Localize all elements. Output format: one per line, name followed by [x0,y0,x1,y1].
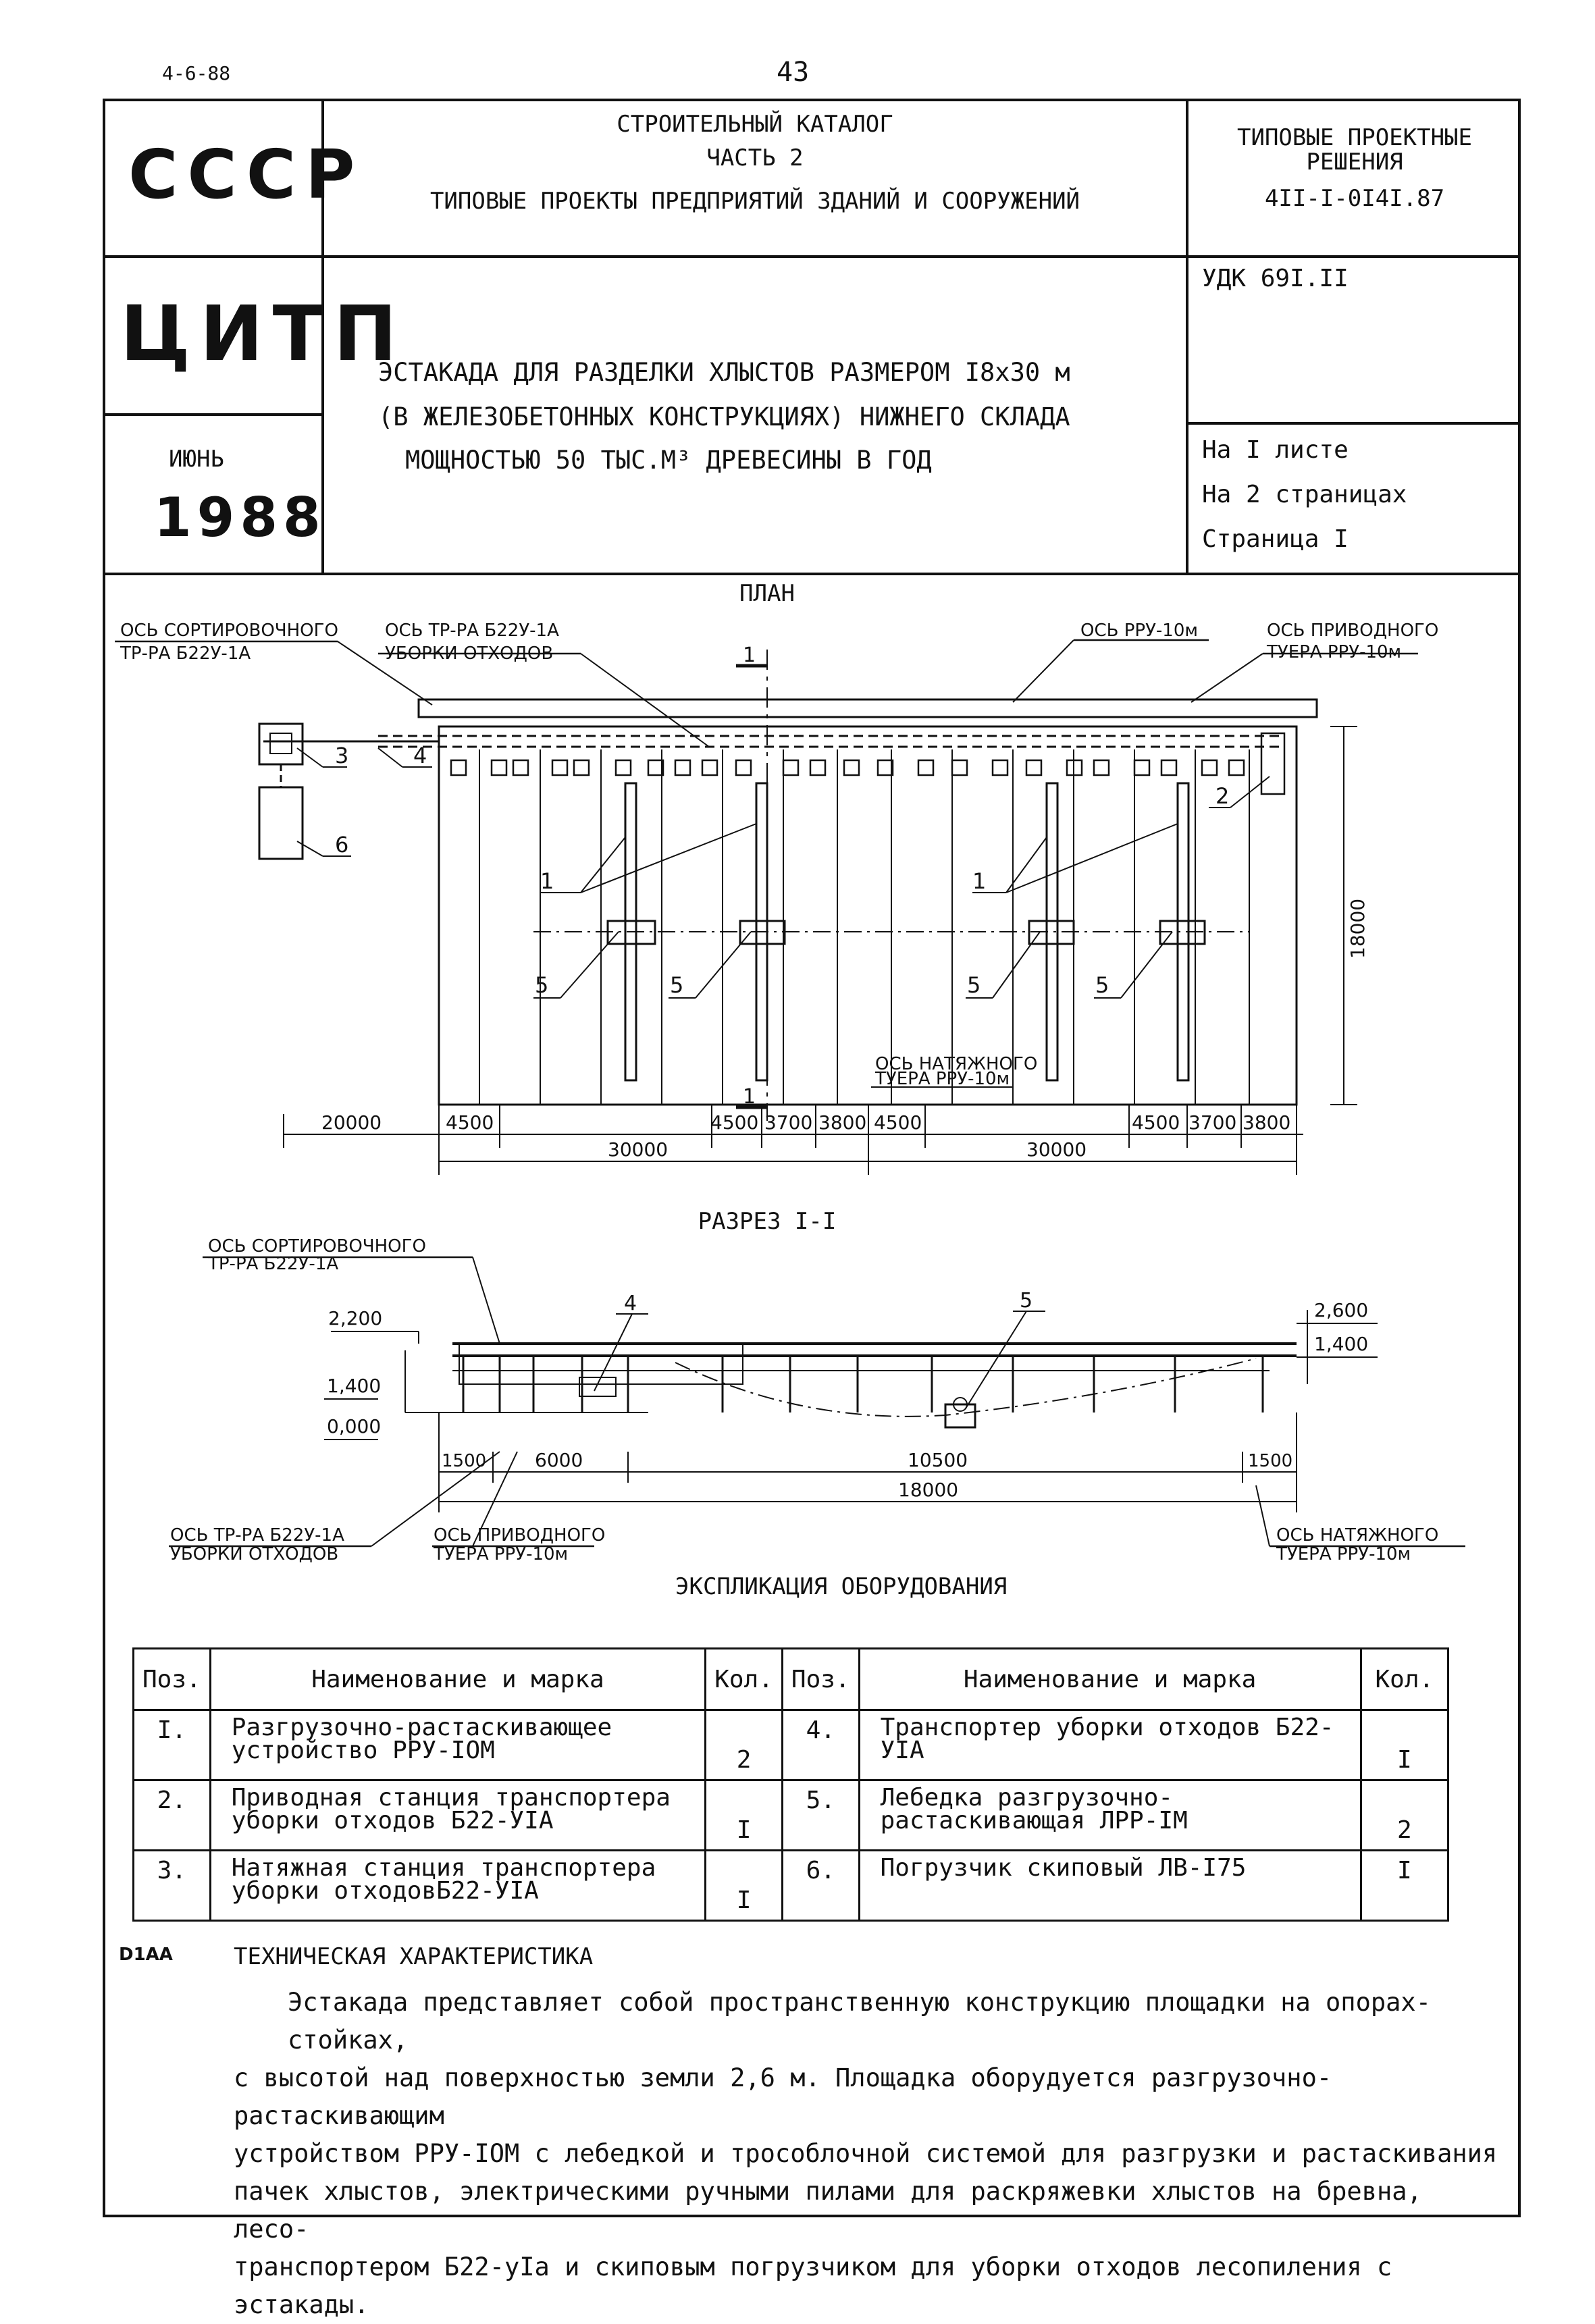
row-3-name-left: Натяжная станция транспортера уборки отходовБ22-УIА [210,1851,705,1921]
section-drive-label-1: ОСЬ ПРИВОДНОГО [434,1525,606,1546]
row-1-name-right: Транспортер уборки отходов Б22-УIА [859,1710,1361,1780]
plan-drive-axis-label-1: ОСЬ ПРИВОДНОГО [1267,620,1439,641]
section-drive-label-2: ТУЕРА РРУ-10м [434,1544,569,1564]
row-2-name-left: Приводная станция транспортера уборки отходов Б22-УIА [210,1780,705,1851]
typical-line-2: РЕШЕНИЯ [1306,149,1403,176]
catalog-line-1: СТРОИТЕЛЬНЫЙ КАТАЛОГ [617,111,893,138]
row-3-pos-right: 6. [782,1851,859,1921]
plan-dim-3: 4500 [710,1111,759,1134]
plan-drive-axis-label-2: ТУЕРА РРУ-10м [1267,642,1402,662]
plan-waste-axis-label-1: ОСЬ ТР-РА Б22У-1А [385,620,559,641]
sheet-count: На I листе [1202,436,1349,464]
section-dim-10500: 10500 [908,1449,968,1471]
section-level-2600: 2,600 [1314,1299,1369,1321]
row-1-qty-left: 2 [706,1710,783,1780]
section-dim-6000: 6000 [535,1449,583,1471]
section-tension-label-2: ТУЕРА РРУ-10м [1276,1544,1411,1564]
header-name-left: Наименование и марка [210,1649,705,1710]
plan-dim-2: 4500 [446,1111,494,1134]
plan-pos-6: 6 [335,832,349,857]
plan-pos-2: 2 [1215,783,1230,809]
header-name-right: Наименование и марка [859,1649,1361,1710]
section-sort-label-2: ТР-РА Б22У-1А [208,1254,339,1274]
section-pos-4: 4 [624,1292,637,1315]
table-row [134,1851,1448,1921]
row-2-pos-left: 2. [134,1780,211,1851]
typical-code: 4II-I-0I4I.87 [1264,185,1445,212]
section-dim-1500-b: 1500 [1248,1451,1293,1471]
header-pos-left: Поз. [134,1649,211,1710]
row-2-name-right: Лебедка разгрузочно-растаскивающая ЛРР-IМ [859,1780,1361,1851]
plan-tension-axis-label-1: ОСЬ НАТЯЖНОГО [875,1054,1038,1074]
equipment-table [132,1647,1449,1922]
plan-pos-1-right: 1 [972,868,987,894]
row-3-qty-left: I [706,1851,783,1921]
plan-section-mark-top: 1 [743,643,756,667]
section-waste-label-1: ОСЬ ТР-РА Б22У-1А [170,1525,344,1546]
plan-pos-5-b: 5 [670,972,684,998]
title-line-1: ЭСТАКАДА ДЛЯ РАЗДЕЛКИ ХЛЫСТОВ РАЗМЕРОМ I8х30 м [378,358,1070,387]
plan-dim-4: 3700 [764,1111,813,1134]
plan-tension-axis-label-2: ТУЕРА РРУ-10м [875,1069,1010,1089]
row-3-name-right: Погрузчик скиповый ЛВ-I75 [859,1851,1361,1921]
tech-description [234,1984,1503,2324]
tech-line-1: Эстакада представляет собой пространственную конструкцию площадки на опорах-стойках, [288,1988,1431,2055]
ussr-label: СССР [128,135,365,214]
table-header-row [134,1649,1448,1710]
row-3-pos-left: 3. [134,1851,211,1921]
plan-pos-5-d: 5 [1095,972,1109,998]
section-dim-1500-a: 1500 [442,1451,487,1471]
page-label: Страница I [1202,525,1349,553]
section-level-2200: 2,200 [328,1307,383,1329]
tech-code: D1AA [119,1945,173,1965]
plan-pos-1-left: 1 [540,868,554,894]
section-tension-label-1: ОСЬ НАТЯЖНОГО [1276,1525,1439,1546]
plan-dim-30000-b: 30000 [1026,1138,1087,1161]
page-code: 4-6-88 [162,62,231,84]
plan-loader [259,787,303,859]
explication-title: ЭКСПЛИКАЦИЯ ОБОРУДОВАНИЯ [675,1573,1008,1600]
row-1-qty-right: I [1361,1710,1448,1780]
header-qty-left: Кол. [706,1649,783,1710]
plan-drive-station [259,724,303,764]
row-2-qty-left: I [706,1780,783,1851]
tech-title: ТЕХНИЧЕСКАЯ ХАРАКТЕРИСТИКА [234,1943,594,1970]
tech-line-3: устройством РРУ-IОМ с лебедкой и трособлочной системой для разгрузки и растаскивания [234,2139,1498,2168]
section-waste-label-2: УБОРКИ ОТХОДОВ [170,1544,339,1564]
section-winch [945,1404,975,1427]
section-pos-5: 5 [1020,1289,1033,1313]
plan-dim-1: 20000 [321,1111,382,1134]
plan-rru-axis-label: ОСЬ РРУ-10м [1080,620,1199,641]
row-1-pos-left: I. [134,1710,211,1780]
tech-line-2: с высотой над поверхностью земли 2,6 м. Площадка оборудуется разгрузочно-растаскивающим [234,2063,1332,2130]
issue-month: ИЮНЬ [169,446,224,473]
title-line-2: (В ЖЕЛЕЗОБЕТОННЫХ КОНСТРУКЦИЯХ) НИЖНЕГО СКЛАДА [378,402,1070,431]
page-count: На 2 страницах [1202,481,1407,508]
plan-dim-30000-a: 30000 [608,1138,669,1161]
plan-dim-8: 3700 [1188,1111,1237,1134]
section-dim-18000: 18000 [898,1479,959,1501]
page-number: 43 [777,57,810,88]
plan-sort-axis-label-1: ОСЬ СОРТИРОВОЧНОГО [120,620,338,641]
plan-sort-conveyor [419,699,1317,717]
issue-year: 1988 [154,486,326,549]
header-pos-right: Поз. [782,1649,859,1710]
plan-pos-3: 3 [335,743,349,768]
row-1-name-left: Разгрузочно-растаскивающее устройство РРУ-IОМ [210,1710,705,1780]
plan-dim-9: 3800 [1243,1111,1291,1134]
plan-waste-axis-label-2: УБОРКИ ОТХОДОВ [385,643,554,664]
catalog-line-3: ТИПОВЫЕ ПРОЕКТЫ ПРЕДПРИЯТИЙ ЗДАНИЙ И СООРУЖЕНИЙ [429,188,1080,215]
table-row [134,1710,1448,1780]
section-level-1400-right: 1,400 [1314,1333,1369,1355]
section-sort-label-1: ОСЬ СОРТИРОВОЧНОГО [208,1236,426,1257]
title-line-3: МОЩНОСТЬЮ 50 ТЫС.М³ ДРЕВЕСИНЫ В ГОД [405,446,932,475]
row-1-pos-right: 4. [782,1710,859,1780]
header-qty-right: Кол. [1361,1649,1448,1710]
plan-dim-6: 4500 [874,1111,922,1134]
udk-code: УДК 69I.II [1202,265,1349,292]
plan-dim-18000: 18000 [1346,898,1369,959]
row-2-qty-right: 2 [1361,1780,1448,1851]
table-row [134,1780,1448,1851]
tech-line-4: пачек хлыстов, электрическими ручными пилами для раскряжевки хлыстов на бревна, лесо- [234,2177,1422,2244]
plan-sort-axis-label-2: ТР-РА Б22У-1А [120,643,251,664]
tech-line-5: транспортером Б22-уIа и скиповым погрузчиком для уборки отходов лесопиления с эстакады. [234,2252,1392,2319]
typical-line-1: ТИПОВЫЕ ПРОЕКТНЫЕ [1237,124,1472,151]
row-2-pos-right: 5. [782,1780,859,1851]
catalog-line-2: ЧАСТЬ 2 [706,144,804,171]
section-level-0000: 0,000 [327,1415,382,1437]
row-3-qty-right: I [1361,1851,1448,1921]
plan-title: ПЛАН [739,580,795,607]
plan-pos-4: 4 [413,743,427,768]
plan-pos-5-c: 5 [967,972,981,998]
plan-dim-5: 3800 [818,1111,867,1134]
section-title: РАЗРЕЗ I-I [698,1208,837,1235]
section-level-1400: 1,400 [327,1375,382,1397]
plan-pos-5-a: 5 [535,972,549,998]
plan-dim-7: 4500 [1132,1111,1180,1134]
plan-section-mark-bottom: 1 [743,1085,756,1109]
citp-label: ЦИТП [120,290,407,378]
plan-platform [439,727,1297,1105]
